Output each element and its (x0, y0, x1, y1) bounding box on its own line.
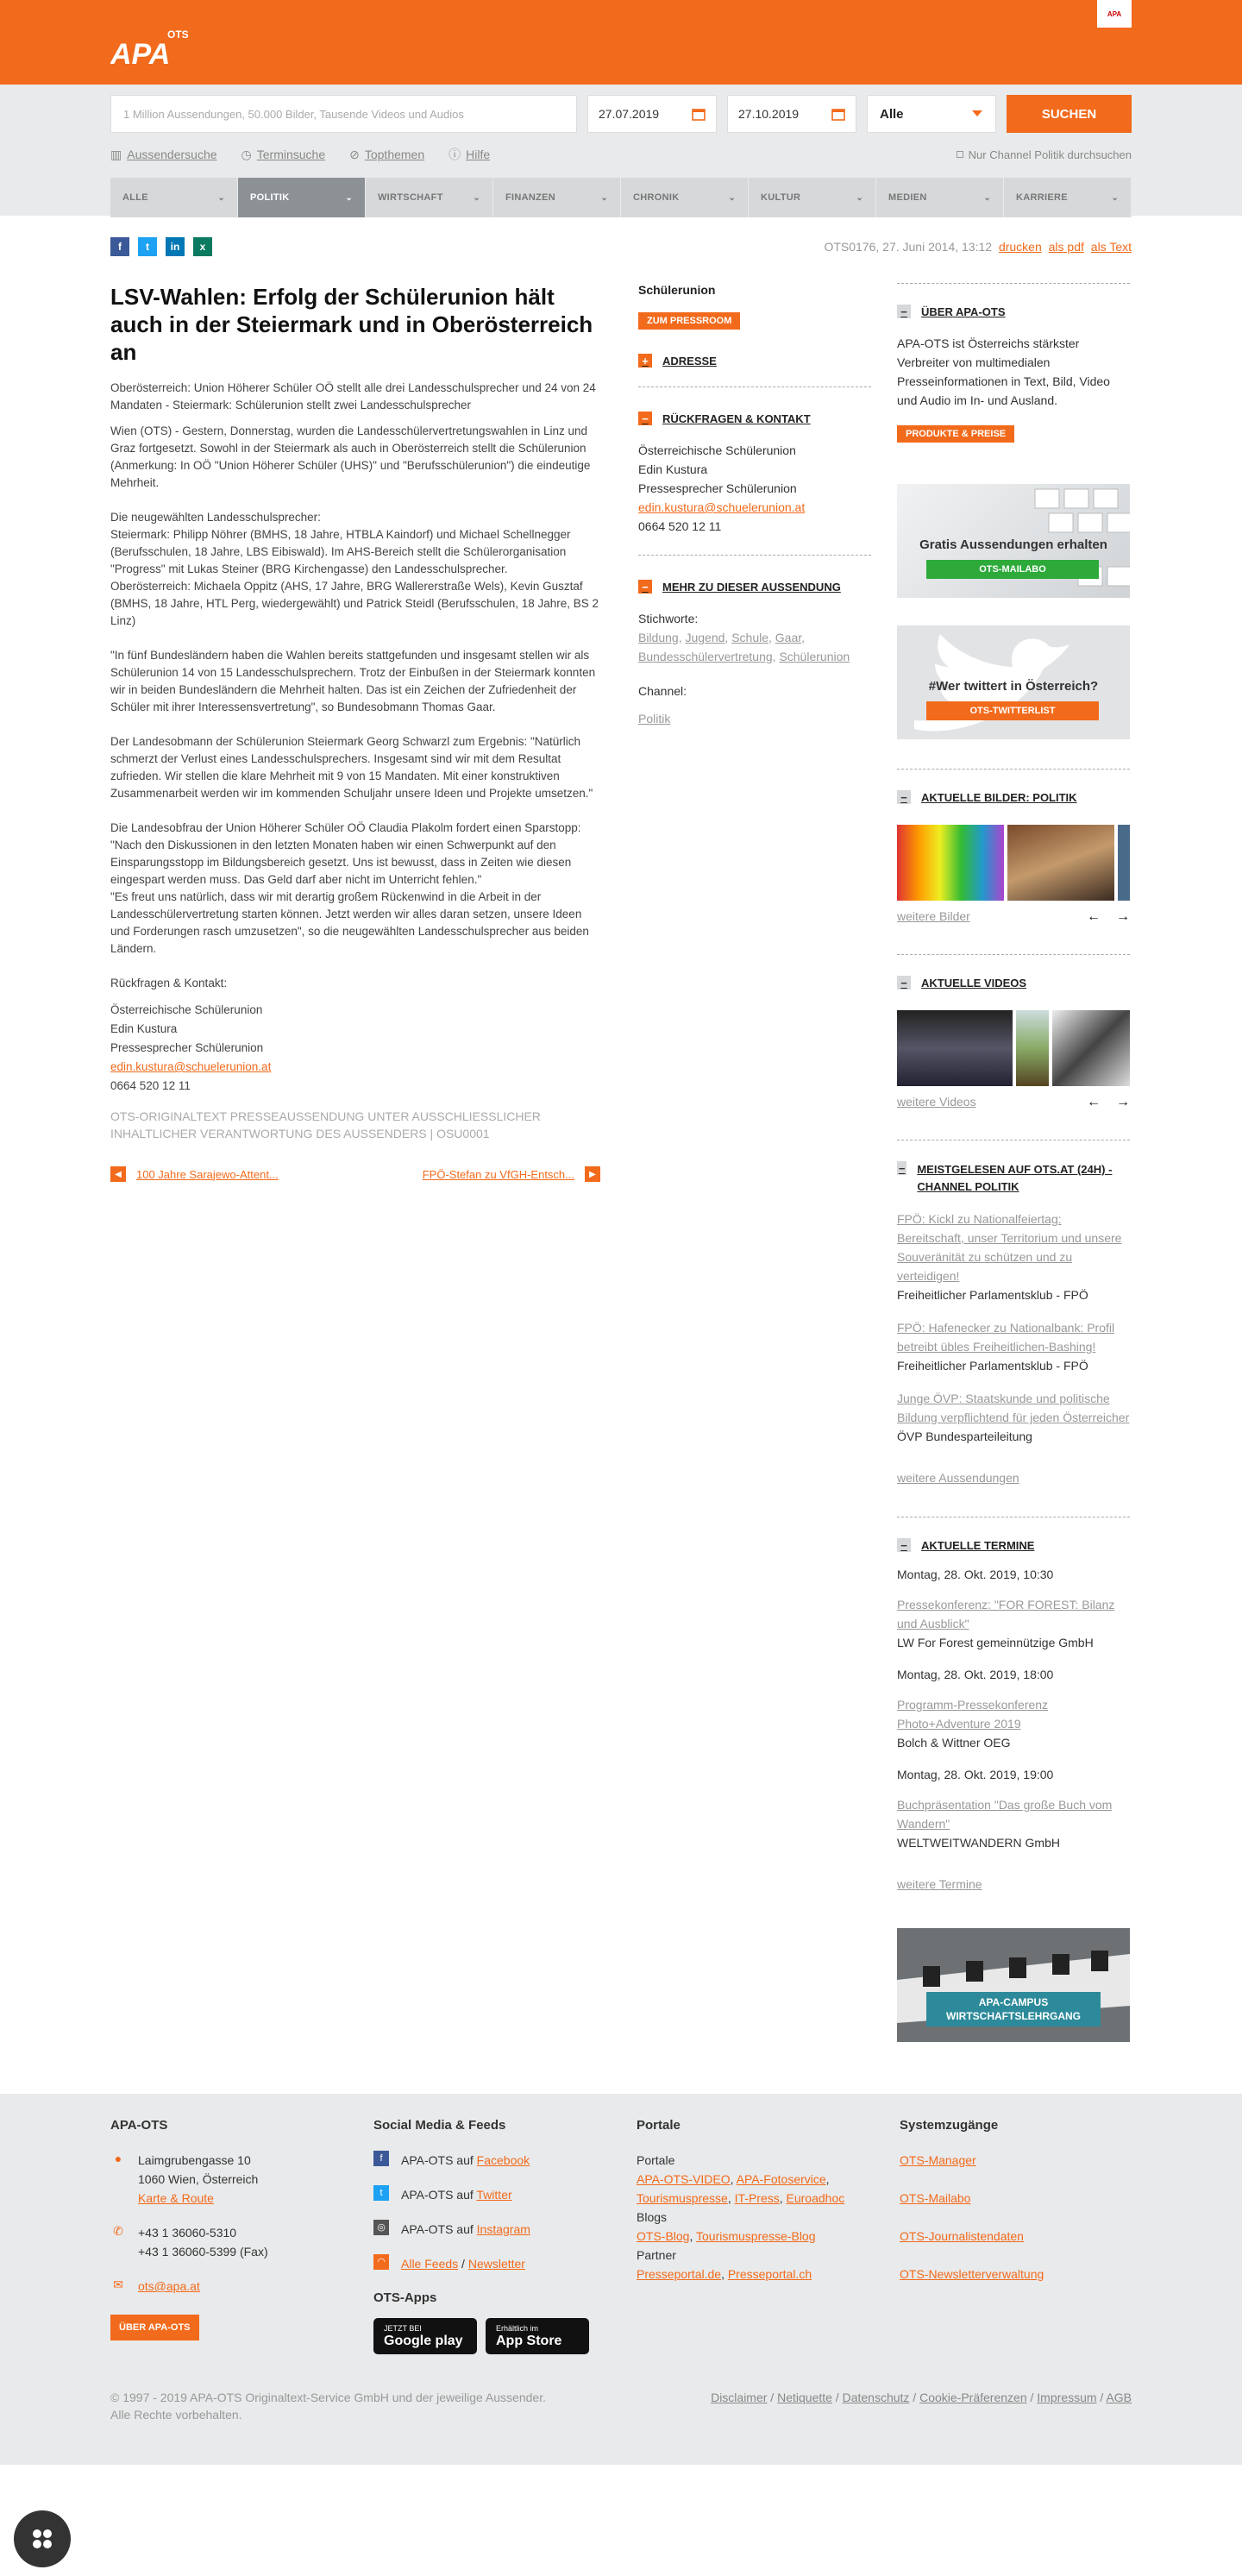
portal-link[interactable]: Euroadhoc (786, 2191, 845, 2205)
xing-share-icon[interactable]: x (193, 237, 212, 256)
tag-link[interactable]: Bundesschülervertretung (638, 650, 773, 663)
sender-column: Schülerunion ZUM PRESSROOM + ADRESSE − RÜCKFRAGEN & KONTAKT Österreichische Schülerunion Edin Kustura Pressesprecher Schülerunion edin.kustura@schuelerunion.at 0664 520 12 11 − MEHR ZU DIESER AUSSENDUNG Stichworte: Bildung, Jugend, Schule, Gaar, Bundesschülervertretung, Schülerunion Channel: Politik (638, 283, 871, 2042)
footer-heading: Social Media & Feeds (373, 2118, 506, 2133)
minus-icon: − (638, 580, 652, 594)
chevron-down-icon: ⌄ (600, 192, 608, 203)
twitter-link[interactable]: Twitter (476, 2188, 512, 2202)
weitere-aussendungen-link[interactable]: weitere Aussendungen (897, 1471, 1019, 1485)
termin-date: Montag, 28. Okt. 2019, 10:30 (897, 1568, 1054, 1581)
blog-link[interactable]: Tourismuspresse-Blog (696, 2229, 816, 2243)
article-paragraph: Die neugewählten Landesschulsprecher: Steiermark: Philipp Nöhrer (BMHS, 18 Jahre, HTBLA Kaindorf) und Michael Schellnegger (Berufsschulen, 18 Jahre, LBS Eibiswald). Im AHS-Bereich stellt die Schülerorganisation "Progress" mit Lukas Steiner (BRG Kirchengasse) den Landesschulsprecher. Oberösterreich: Michaela Oppitz (AHS, 17 Jahre, BRG Wallererstraße Wels), Kevin Gusztaf (BMHS, 18 Jahre, HTL Perg, wiedergewählt) und Patrick Steidl (Berufsschulen, 18 Jahre, BS 2 Linz) (110, 511, 599, 627)
arrow-right-icon[interactable]: → (1116, 1095, 1130, 1109)
about-text: APA-OTS ist Österreichs stärkster Verbreiter von multimedialen Presseinformationen in Text, Bild, Video und Audio im In- und Ausland. (897, 336, 1110, 407)
mail-icon: ✉ (113, 2278, 123, 2291)
channel-link[interactable]: Politik (638, 712, 671, 726)
arrow-left-icon[interactable]: ← (1087, 909, 1101, 924)
phone-icon: ✆ (113, 2224, 123, 2238)
nav-kultur[interactable]: KULTUR ⌄ (749, 178, 876, 217)
portal-link[interactable]: APA-OTS-VIDEO (637, 2172, 731, 2186)
footer: APA-OTS ● Laimgrubengasse 10 1060 Wien, Österreich Karte & Route ✆ +43 1 36060-5310 +43 1 36060-5399 (Fax) ✉ ots@apa.at ÜBER APA-OTS Social Media & Feeds f APA-OTS auf Facebook t APA-OTS auf Twitter ◎ APA-OTS auf Instagram ◠ Alle Feeds / Newsletter OTS-Apps JETZT BEI Google play Erhältlich im App Store Portale Portale APA-OTS-VIDEO, APA-Fotoservice, Tourismuspresse, IT-Press, Euroadhoc Blogs OTS-Blog, Tourismuspresse-Blog Partner Presseportal.de, Presseportal.ch Systemzugänge OTS-Manager OTS-Mailabo OTS-Journalistendaten OTS-Newsletterverwaltung © 1997 - 2019 APA-OTS Originaltext-Service GmbH und der jeweilige Aussender. Alle Rechte vorbehalten. Disclaimer / Netiquette / Datenschutz / Cookie-Präferenzen / Impressum / AGB (0, 2094, 1242, 2465)
help-icon: ⓘ (448, 148, 461, 161)
nav-chronik[interactable]: CHRONIK ⌄ (621, 178, 749, 217)
news-source: ÖVP Bundesparteileitung (897, 1429, 1032, 1443)
copyright: © 1997 - 2019 APA-OTS Originaltext-Service GmbH und der jeweilige Aussender. Alle Rechte vorbehalten. (110, 2391, 546, 2422)
compass-icon: ⊘ (349, 147, 360, 161)
plus-icon: + (638, 354, 652, 368)
news-source: Freiheitlicher Parlamentsklub - FPÖ (897, 1359, 1088, 1373)
aussendersuche-link[interactable]: ▥ Aussendersuche (110, 147, 217, 161)
weitere-videos-link[interactable]: weitere Videos (897, 1095, 976, 1109)
google-play-badge[interactable]: JETZT BEI Google play (373, 2318, 477, 2354)
portal-link[interactable]: APA-Fotoservice (736, 2172, 826, 2186)
chevron-down-icon: ⌄ (217, 192, 225, 203)
legal-link[interactable]: Impressum (1037, 2391, 1097, 2404)
chevron-down-icon: ⌄ (728, 192, 736, 203)
nav-finanzen[interactable]: FINANZEN ⌄ (493, 178, 621, 217)
footer-heading: Systemzugänge (900, 2118, 999, 2133)
instagram-link[interactable]: Instagram (476, 2222, 530, 2236)
location-pin-icon: ● (114, 2152, 122, 2165)
chevron-down-icon: ⌄ (983, 192, 991, 203)
image-thumbnail[interactable] (1007, 825, 1114, 901)
arrow-right-icon: ▶ (585, 1166, 600, 1182)
article-meta: OTS0176, 27. Juni 2014, 13:12 drucken als pdf als Text (824, 240, 1132, 254)
tag-link[interactable]: Bildung (638, 631, 679, 644)
meistgelesen-list (897, 1209, 1130, 1487)
legal-link[interactable]: Disclaimer (711, 2391, 768, 2404)
termin-source: Bolch & Wittner OEG (897, 1736, 1011, 1750)
news-link[interactable]: Junge ÖVP: Staatskunde und politische Bildung verpflichtend für jeden Österreicher (897, 1392, 1130, 1424)
system-link[interactable]: OTS-Mailabo (900, 2191, 971, 2205)
article-paragraph: Wien (OTS) - Gestern, Donnerstag, wurden die Landesschülervertretungswahlen in Linz und Graz fortgesetzt. Sowohl in der Steiermark als auch in Oberösterreich stellt die Schülerunion (Anmerkung: In OÖ "Union Höherer Schüler (UHS)" und "Berufsschülerunion") die eindeutige Mehrheit. (110, 424, 591, 489)
contact-email-link[interactable]: edin.kustura@schuelerunion.at (638, 500, 806, 514)
minus-icon: − (898, 1161, 906, 1175)
termine-list (897, 1568, 1130, 1894)
sidebar (897, 283, 1130, 2042)
footer-email-link[interactable]: ots@apa.at (138, 2279, 200, 2293)
article-title: LSV-Wahlen: Erfolg der Schülerunion hält auch in der Steiermark und in Oberösterreich an (110, 284, 593, 365)
nav-politik[interactable]: POLITIK ⌄ (238, 178, 366, 217)
weitere-termine-link[interactable]: weitere Termine (897, 1877, 982, 1891)
news-link[interactable]: FPÖ: Kickl zu Nationalfeiertag: Bereitschaft, unser Territorium und unsere Souveränität zu schützen und zu verteidigen! (897, 1212, 1122, 1283)
tag-link[interactable]: Jugend (685, 631, 725, 644)
news-link[interactable]: FPÖ: Hafenecker zu Nationalbank: Profil betreibt übles Freiheitlichen-Bashing! (897, 1321, 1115, 1354)
video-thumbnail[interactable] (1052, 1010, 1130, 1086)
apa-ots-logo[interactable] (110, 26, 190, 67)
twitterlist-banner[interactable]: #Wer twittert in Österreich? OTS-TWITTERLIST (897, 625, 1130, 739)
contact-role: Pressesprecher Schülerunion (110, 1041, 264, 1054)
text-link[interactable]: als Text (1090, 240, 1132, 254)
contact-role: Pressesprecher Schülerunion (638, 481, 797, 495)
category-select[interactable]: Alle (867, 95, 996, 133)
legal-link[interactable]: Datenschutz (842, 2391, 910, 2404)
contact-phone: 0664 520 12 11 (110, 1079, 191, 1092)
chat-bubble-button[interactable] (14, 2510, 71, 2567)
minus-icon: − (897, 305, 911, 318)
article-paragraph: "In fünf Bundesländern haben die Wahlen bereits stattgefunden und insgesamt stellen wir als Schülerunion 14 von 15 Landesschulsprechern. Trotz der Einbußen in der Steiermark konnten wir in beiden Bundesländern die Mehrheit halten. Das ist ein Zeichen der Zufriedenheit der Schüler mit ihrer Interessensvertretung", so Bundesobmann Thomas Gaar. (110, 649, 596, 713)
videos-toggle[interactable]: − AKTUELLE VIDEOS (897, 954, 1130, 990)
rss-icon: ◠ (373, 2254, 389, 2270)
termin-link[interactable]: Pressekonferenz: "FOR FOREST: Bilanz und Ausblick" (897, 1598, 1115, 1630)
weitere-bilder-link[interactable]: weitere Bilder (897, 909, 970, 923)
facebook-link[interactable]: Facebook (476, 2153, 530, 2167)
nav-wirtschaft[interactable]: WIRTSCHAFT ⌄ (366, 178, 493, 217)
system-link[interactable]: OTS-Newsletterverwaltung (900, 2267, 1044, 2281)
channel-label: Channel: (638, 684, 687, 698)
next-article-link[interactable]: FPÖ-Stefan zu VfGH-Entsch... ▶ (423, 1166, 600, 1182)
date-from-field[interactable]: 27.07.2019 (587, 95, 717, 133)
tag-link[interactable]: Schülerunion (779, 650, 850, 663)
bilder-toggle[interactable]: − AKTUELLE BILDER: POLITIK (897, 769, 1130, 804)
hilfe-link[interactable]: ⓘ Hilfe (448, 148, 491, 161)
pressroom-button[interactable]: ZUM PRESSROOM (638, 312, 740, 330)
nav-karriere[interactable]: KARRIERE ⌄ (1004, 178, 1132, 217)
image-thumbnail[interactable] (1118, 825, 1130, 901)
chevron-down-icon: ⌄ (473, 192, 480, 203)
partner-link[interactable]: Presseportal.de (637, 2267, 722, 2281)
article (110, 283, 600, 2042)
contact-org: Österreichische Schülerunion (110, 1003, 263, 1016)
meistgelesen-toggle[interactable]: − MEISTGELESEN AUF OTS.AT (24H) - CHANNEL POLITIK (897, 1140, 1130, 1196)
app-store-badge[interactable]: Erhältlich im App Store (486, 2318, 589, 2354)
chevron-down-icon (971, 110, 983, 118)
produkte-preise-button[interactable]: PRODUKTE & PREISE (897, 425, 1014, 443)
chevron-down-icon: ⌄ (1111, 192, 1119, 203)
search-button[interactable]: SUCHEN (1007, 95, 1132, 133)
search-area (0, 85, 1242, 216)
route-link[interactable]: Karte & Route (138, 2191, 214, 2205)
pdf-link[interactable]: als pdf (1048, 240, 1084, 254)
termin-link[interactable]: Buchpräsentation "Das große Buch vom Wandern" (897, 1798, 1113, 1831)
arrow-left-icon[interactable]: ← (1087, 1095, 1101, 1109)
rueckfragen-toggle[interactable]: − RÜCKFRAGEN & KONTAKT (638, 412, 871, 425)
ots-footnote: OTS-ORIGINALTEXT PRESSEAUSSENDUNG UNTER AUSSCHLIESSLICHER INHALTLICHER VERANTWORTUNG DES AUSSENDERS | OSU0001 (110, 1109, 541, 1140)
prev-article-link[interactable]: ◀ 100 Jahre Sarajewo-Attent... (110, 1166, 279, 1182)
tag-link[interactable]: Gaar (775, 631, 802, 644)
channel-nav (110, 178, 1132, 217)
print-link[interactable]: drucken (998, 240, 1042, 254)
termin-date: Montag, 28. Okt. 2019, 19:00 (897, 1768, 1054, 1781)
contact-name: Edin Kustura (110, 1022, 178, 1035)
linkedin-share-icon[interactable]: in (166, 237, 185, 256)
twitter-icon: t (373, 2185, 389, 2201)
contact-org: Österreichische Schülerunion (638, 443, 796, 457)
contact-name: Edin Kustura (638, 462, 708, 476)
partner-link[interactable]: Presseportal.ch (727, 2267, 812, 2281)
legal-link[interactable]: Netiquette (777, 2391, 832, 2404)
clock-icon: ◷ (241, 147, 252, 161)
chevron-down-icon: ⌄ (345, 192, 353, 203)
legal-link[interactable]: AGB (1106, 2391, 1132, 2404)
tag-link[interactable]: Schule (731, 631, 769, 644)
checkbox-icon[interactable] (957, 151, 963, 158)
arrow-right-icon[interactable]: → (1116, 909, 1130, 924)
portal-link[interactable]: Tourismuspresse (637, 2191, 728, 2205)
terminsuche-link[interactable]: ◷ Terminsuche (241, 147, 326, 161)
search-input[interactable]: 1 Million Aussendungen, 50.000 Bilder, Tausende Videos und Audios (110, 95, 577, 133)
system-link[interactable]: OTS-Journalistendaten (900, 2229, 1024, 2243)
article-lead: Oberösterreich: Union Höherer Schüler OÖ stellt alle drei Landesschulsprecher und 24 von 24 Mandaten - Steiermark: Schülerunion stellt zwei Landesschulsprecher (110, 381, 596, 412)
footer-heading: OTS-Apps (373, 2290, 437, 2305)
adresse-toggle[interactable]: + ADRESSE (638, 354, 871, 368)
topthemen-link[interactable]: ⊘ Topthemen (349, 147, 425, 161)
dots-icon (29, 2526, 55, 2552)
contact-email-link[interactable]: edin.kustura@schuelerunion.at (110, 1060, 272, 1073)
nav-medien[interactable]: MEDIEN ⌄ (876, 178, 1004, 217)
contact-phone: 0664 520 12 11 (638, 519, 722, 533)
termin-source: WELTWEITWANDERN GmbH (897, 1836, 1060, 1850)
sender-name: Schülerunion (638, 283, 716, 297)
contact-heading: Rückfragen & Kontakt: (110, 977, 228, 990)
facebook-share-icon[interactable]: f (110, 237, 129, 256)
minus-icon: − (897, 790, 911, 804)
blog-link[interactable]: OTS-Blog (637, 2229, 690, 2243)
stichworte-label: Stichworte: (638, 612, 699, 625)
arrow-left-icon: ◀ (110, 1166, 126, 1182)
svg-text:APA: APA (110, 38, 171, 67)
termin-date: Montag, 28. Okt. 2019, 18:00 (897, 1668, 1054, 1681)
feeds-link[interactable]: Alle Feeds (401, 2257, 459, 2271)
apa-corner-badge[interactable]: APA (1097, 0, 1132, 28)
termin-link[interactable]: Programm-Pressekonferenz Photo+Adventure 2019 (897, 1698, 1049, 1731)
video-thumbnail[interactable] (1016, 1010, 1049, 1086)
video-thumbnail[interactable] (897, 1010, 1013, 1086)
portal-link[interactable]: IT-Press (734, 2191, 780, 2205)
chevron-down-icon: ⌄ (856, 192, 863, 203)
mehr-toggle[interactable]: − MEHR ZU DIESER AUSSENDUNG (638, 580, 871, 594)
nav-alle[interactable]: ALLE ⌄ (110, 178, 238, 217)
facebook-icon: f (373, 2151, 389, 2166)
legal-link[interactable]: Cookie-Präferenzen (919, 2391, 1027, 2404)
article-paragraph: Der Landesobmann der Schülerunion Steiermark Georg Schwarzl zum Ergebnis: "Natürlich schmerzt der Verlust eines Landesschulsprechers. Insgesamt sind wir mit dem Resultat zufrieden. Wir stellen die klare Mehrheit mit 9 von 15 Mandaten. Mit einer konstruktiven Zusammenarbeit werden wir im kommenden Schuljahr unsere Ideen und Projekte umsetzen." (110, 735, 593, 800)
twitter-share-icon[interactable]: t (138, 237, 157, 256)
mailabo-banner[interactable]: Gratis Aussendungen erhalten OTS-MAILABO (897, 484, 1130, 598)
svg-text:OTS: OTS (167, 28, 189, 41)
about-toggle[interactable]: − ÜBER APA-OTS (897, 283, 1130, 318)
legal-links: Disclaimer / Netiquette / Datenschutz / Cookie-Präferenzen / Impressum / AGB (711, 2391, 1132, 2404)
date-to-field[interactable]: 27.10.2019 (727, 95, 856, 133)
termin-source: LW For Forest gemeinnützige GmbH (897, 1636, 1094, 1649)
calendar-icon[interactable] (692, 107, 706, 121)
building-icon: ▥ (110, 147, 122, 161)
minus-icon: − (897, 1538, 911, 1552)
newsletter-link[interactable]: Newsletter (467, 2257, 525, 2271)
news-source: Freiheitlicher Parlamentsklub - FPÖ (897, 1288, 1088, 1302)
system-link[interactable]: OTS-Manager (900, 2153, 976, 2167)
apa-campus-banner[interactable]: APA-CAMPUS WIRTSCHAFTSLEHRGANG (897, 1928, 1130, 2042)
image-thumbnail[interactable] (897, 825, 1004, 901)
minus-icon: − (897, 976, 911, 990)
minus-icon: − (638, 412, 652, 425)
footer-heading: APA-OTS (110, 2118, 168, 2133)
about-apa-ots-button[interactable]: ÜBER APA-OTS (110, 2315, 199, 2340)
instagram-icon: ◎ (373, 2220, 389, 2235)
calendar-icon[interactable] (831, 107, 845, 121)
channel-checkbox[interactable]: Nur Channel Politik durchsuchen (957, 148, 1132, 161)
termine-toggle[interactable]: − AKTUELLE TERMINE (897, 1517, 1130, 1552)
top-bar (0, 0, 1242, 85)
footer-heading: Portale (637, 2118, 681, 2133)
article-paragraph: Die Landesobfrau der Union Höherer Schüler OÖ Claudia Plakolm fordert einen Sparstopp: "Nach den Diskussionen in den letzten Monaten haben wir einen Schwerpunkt auf den Einsparungsstopp im Bildungsbereich gesetzt. Uns ist bewusst, dass in Zeiten wie diesen eingespart werden muss. Das Geld darf aber nicht im Unterricht fehlen." "Es freut uns natürlich, dass wir mit derartig großem Rückenwind in die Arbeit in der Landesschülervertretung starten können. Jetzt werden wir alles daran setzen, unsere Ideen und Forderungen rasch umzusetzen", so die neugewählten Landesschulsprecher aus beiden Ländern. (110, 821, 589, 955)
